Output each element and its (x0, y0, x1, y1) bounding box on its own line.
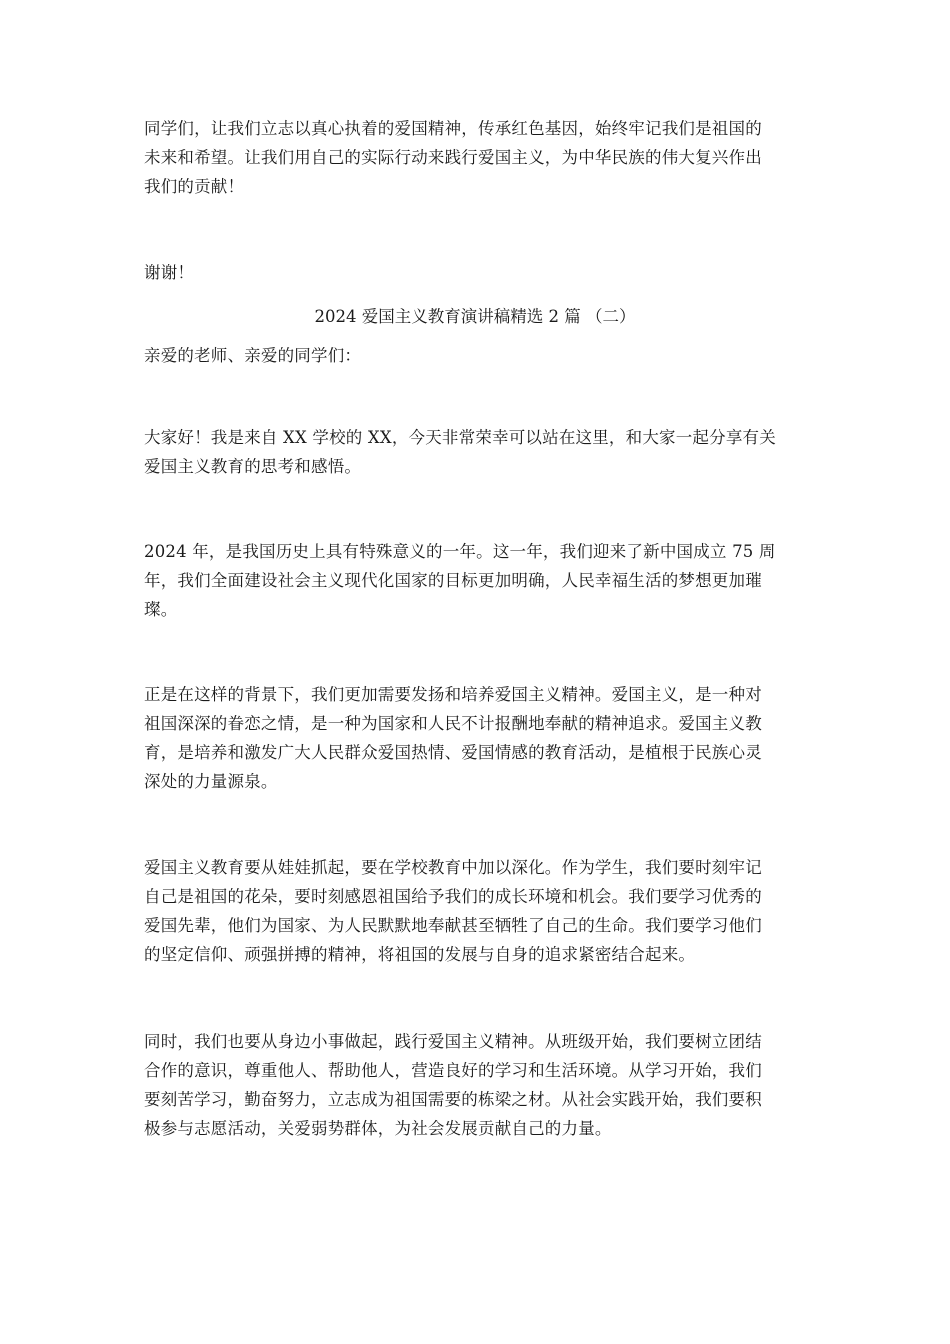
text-line: 未来和希望。让我们用自己的实际行动来践行爱国主义，为中华民族的伟大复兴作出 (144, 148, 762, 167)
text-line: 同学们，让我们立志以真心执着的爱国精神，传承红色基因，始终牢记我们是祖国的 (144, 119, 762, 138)
text-line: 爱国主义教育的思考和感悟。 (144, 457, 362, 476)
text-line: 大家好！我是来自 XX 学校的 XX，今天非常荣幸可以站在这里，和大家一起分享有关 (144, 428, 776, 447)
text-line: 要刻苦学习，勤奋努力，立志成为祖国需要的栋梁之材。从社会实践开始，我们要积 (144, 1090, 762, 1109)
text-line: 极参与志愿活动，关爱弱势群体，为社会发展贡献自己的力量。 (144, 1119, 612, 1138)
paragraph-start-small-things (144, 1027, 804, 1143)
text-line: 祖国深深的眷恋之情，是一种为国家和人民不计报酬地奉献的精神追求。爱国主义教 (144, 714, 762, 733)
text-line: 深处的力量源泉。 (144, 772, 278, 791)
text-line: 爱国主义教育要从娃娃抓起，要在学校教育中加以深化。作为学生，我们要时刻牢记 (144, 858, 762, 877)
section-heading: 2024 爱国主义教育演讲稿精选 2 篇 （二） (314, 307, 636, 326)
text-line: 同时，我们也要从身边小事做起，践行爱国主义精神。从班级开始，我们要树立团结 (144, 1032, 762, 1051)
text-line: 正是在这样的背景下，我们更加需要发扬和培养爱国主义精神。爱国主义，是一种对 (144, 685, 762, 704)
paragraph-introduction (144, 423, 804, 481)
paragraph-thanks (144, 258, 804, 287)
text-line: 2024 年，是我国历史上具有特殊意义的一年。这一年，我们迎来了新中国成立 75 周 (144, 542, 776, 561)
text-line: 谢谢！ (144, 263, 195, 282)
text-line: 自己是祖国的花朵，要时刻感恩祖国给予我们的成长环境和机会。我们要学习优秀的 (144, 887, 762, 906)
text-line: 合作的意识，尊重他人、帮助他人，营造良好的学习和生活环境。从学习开始，我们 (144, 1061, 762, 1080)
paragraph-patriotism-definition (144, 680, 804, 796)
text-line: 年，我们全面建设社会主义现代化国家的目标更加明确，人民幸福生活的梦想更加璀 (144, 571, 762, 590)
text-line: 璨。 (144, 600, 178, 619)
text-line: 爱国先辈，他们为国家、为人民默默地奉献甚至牺牲了自己的生命。我们要学习他们 (144, 916, 762, 935)
text-line: 我们的贡献！ (144, 177, 245, 196)
paragraph-education-from-childhood (144, 853, 804, 969)
text-line: 育，是培养和激发广大人民群众爱国热情、爱国情感的教育活动，是植根于民族心灵 (144, 743, 762, 762)
paragraph-2024-significance (144, 537, 804, 624)
text-line: 的坚定信仰、顽强拼搏的精神，将祖国的发展与自身的追求紧密结合起来。 (144, 945, 696, 964)
text-line: 亲爱的老师、亲爱的同学们： (144, 346, 362, 365)
paragraph-closing-appeal (144, 114, 804, 201)
paragraph-greeting (144, 341, 804, 370)
